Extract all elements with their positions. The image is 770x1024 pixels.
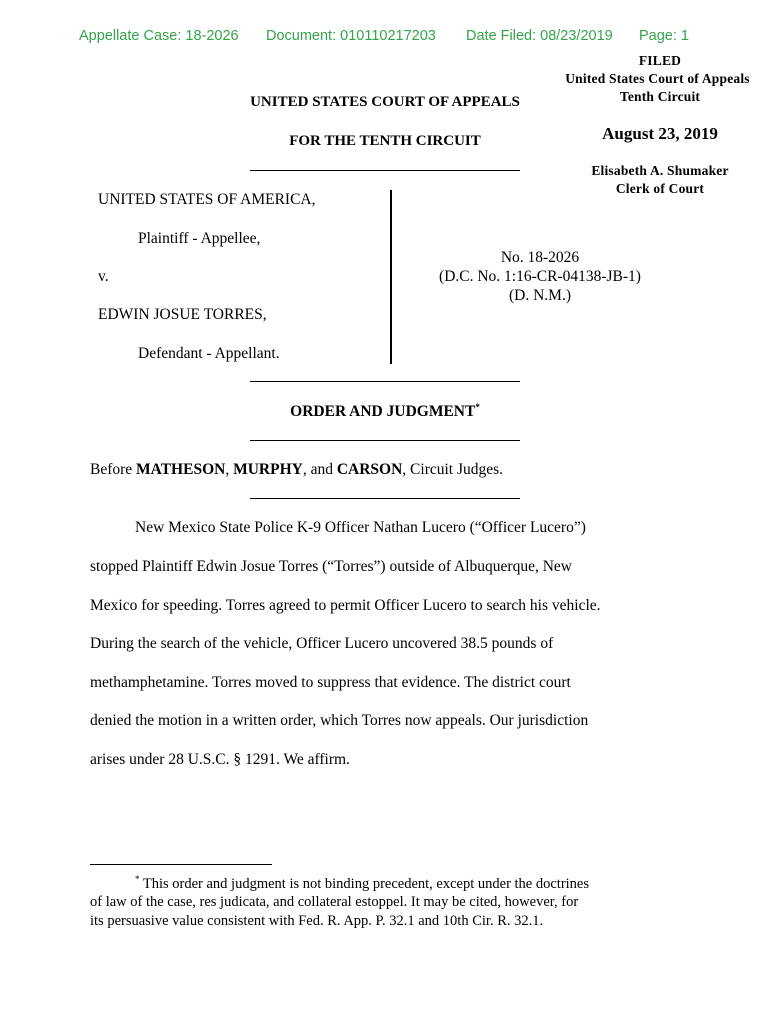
before-suffix: , Circuit Judges. (402, 461, 504, 478)
body-line: New Mexico State Police K-9 Officer Nathan Lucero (“Officer Lucero”) (135, 519, 586, 536)
body-line: During the search of the vehicle, Officer Lucero uncovered 38.5 pounds of (90, 635, 554, 652)
clerk-name: Elisabeth A. Shumaker (591, 163, 729, 178)
judge-carson: CARSON (336, 461, 403, 478)
divider-caption (250, 381, 520, 382)
plaintiff-name: UNITED STATES OF AMERICA, (98, 191, 316, 208)
order-title-text: ORDER AND JUDGMENT (290, 403, 476, 420)
defendant-name: EDWIN JOSUE TORRES, (98, 306, 267, 323)
body-line: denied the motion in a written order, which Torres now appeals. Our jurisdiction (90, 712, 589, 729)
stamp-page: Page: 1 (639, 28, 689, 44)
footnote-text: This order and judgment is not binding precedent, except under the doctrines (139, 876, 590, 892)
plaintiff-role: Plaintiff - Appellee, (138, 230, 261, 247)
stamp-document: Document: 010110217203 (266, 28, 436, 44)
judge-matheson: MATHESON (136, 461, 226, 478)
filed-label: FILED (638, 53, 682, 68)
body-line: methamphetamine. Torres moved to suppress that evidence. The district court (90, 674, 571, 691)
before-prefix: Before (90, 461, 137, 478)
footnote-marker: * (135, 874, 140, 884)
order-footnote-marker: * (475, 402, 480, 412)
judge-sep-2: , and (302, 461, 337, 478)
court-circuit: FOR THE TENTH CIRCUIT (289, 133, 481, 149)
judge-murphy: MURPHY (233, 461, 303, 478)
filed-court: United States Court of Appeals (565, 71, 750, 86)
court-name: UNITED STATES COURT OF APPEALS (250, 94, 520, 110)
stamp-case: Appellate Case: 18-2026 (79, 28, 239, 44)
body-line: stopped Plaintiff Edwin Josue Torres (“Torres”) outside of Albuquerque, New (90, 558, 572, 575)
district-case-number: (D.C. No. 1:16-CR-04138-JB-1) (439, 268, 641, 285)
footnote-separator (90, 864, 272, 865)
district-court: (D. N.M.) (509, 287, 571, 304)
defendant-role: Defendant - Appellant. (138, 345, 280, 362)
caption-divider (390, 190, 392, 364)
versus: v. (98, 268, 109, 285)
footnote-line: its persuasive value consistent with Fed. R. App. P. 32.1 and 10th Cir. R. 32.1. (90, 913, 544, 929)
footnote-line: of law of the case, res judicata, and collateral estoppel. It may be cited, however, for (90, 894, 579, 910)
order-title (200, 402, 570, 421)
filed-circuit: Tenth Circuit (619, 89, 701, 104)
panel-judges (90, 461, 503, 479)
judge-sep-1: , (225, 461, 234, 478)
case-number: No. 18-2026 (500, 249, 580, 266)
divider-top (250, 170, 520, 171)
stamp-date-filed: Date Filed: 08/23/2019 (466, 28, 613, 44)
footnote-line (135, 874, 589, 893)
clerk-title: Clerk of Court (615, 181, 705, 196)
divider-order (250, 440, 520, 441)
body-line: Mexico for speeding. Torres agreed to permit Officer Lucero to search his vehicle. (90, 597, 601, 614)
filed-date: August 23, 2019 (602, 124, 718, 143)
divider-before (250, 498, 520, 499)
body-line: arises under 28 U.S.C. § 1291. We affirm. (90, 751, 350, 768)
